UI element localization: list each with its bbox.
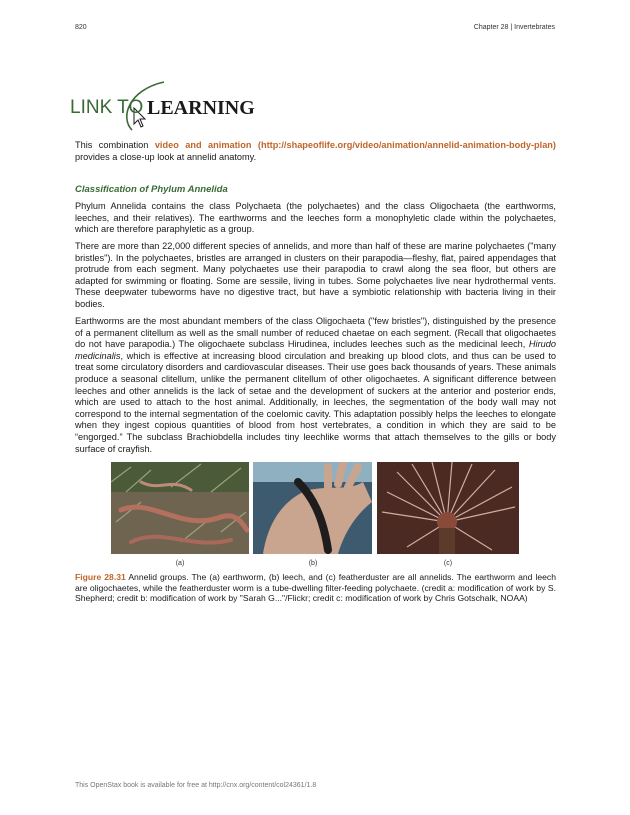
page-number: 820: [75, 24, 87, 31]
link-to-learning-logo: [68, 80, 255, 132]
paragraph-3-text: Earthworms are the most abundant members of the class Oligochaeta ("few bristles"), distinguished by the presence of a permanent clitellum as well as the small number of reduced chaetae on each segment. (Recall that oligochaetes do not have parapodia.) The oligochaete subclass Hirudinea, includes leeches such as the medicinal leech,: [75, 316, 556, 350]
figure-number: Figure 28.31: [75, 572, 126, 582]
intro-paragraph: [75, 140, 556, 163]
figure-label-c: (c): [443, 560, 453, 567]
figure-label-a: (a): [175, 560, 185, 567]
paragraph-3-text-cont: , which is effective at increasing blood circulation and breaking up blood clots, and thus can be used to treat some circulatory disorders and cardiovascular diseases. Their use goes back thousands of years. These animals produce a seasonal clitellum, unlike the permanent clitellum of other oligochaetes. A significant difference between leeches and other annelids is the lack of setae and the development of suckers at the anterior and posterior ends, which are used to attach to the host animal. Additionally, in leeches, the segmentation of the body wall may not correspond to the internal segmentation of the coelomic cavity. This adaptation possibly helps the leeches to elongate when they ingest copious quantities of blood from host vertebrates, a condition in which they are said to be “engorged.” The subclass Brachiobdella includes tiny leechlike worms that attach themselves to the gills or body surface of crayfish.: [75, 350, 556, 454]
featherduster-photo: [377, 462, 519, 554]
paragraph-2: There are more than 22,000 different species of annelids, and more than half of these are marine polychaetes ("many bristles"). In the polychaetes, bristles are arranged in clusters on their parapodia—fleshy, flat, paired appendages that protrude from each segment. Many polychaetes use their parapodia to crawl along the sea floor, but others are adapted for swimming or floating. Some are sessile, living in tubes. Some polychaetes live near hydrothermal vents. These deepwater tubeworms have no digestive tract, but have a symbiotic relationship with bacteria living in their bodies.: [75, 241, 556, 309]
figure-caption: [75, 572, 556, 604]
link-to-text: LINK TO: [70, 97, 144, 118]
species-name: Hirudo medicinalis: [75, 339, 556, 361]
earthworm-photo: [111, 462, 249, 554]
intro-text-before: This combination: [75, 140, 155, 150]
intro-text-after: provides a close-up look at annelid anatomy.: [75, 151, 257, 162]
paragraph-3: [75, 316, 556, 455]
section-title: Classification of Phylum Annelida: [75, 184, 228, 195]
video-animation-link[interactable]: video and animation (http://shapeoflife.org/video/animation/annelid-animation-body-plan): [154, 140, 556, 150]
paragraph-1: Phylum Annelida contains the class Polychaeta (the polychaetes) and the class Oligochaeta (the earthworms, leeches, and their relatives). The earthworms and the leeches form a monophyletic clade within the polychaetes, which are therefore paraphyletic as a group.: [75, 201, 556, 235]
leech-photo: [253, 462, 372, 554]
figure-label-b: (b): [308, 560, 318, 567]
learning-text: LEARNING: [147, 97, 255, 119]
footer-text: This OpenStax book is available for free at http://cnx.org/content/col24361/1.8: [75, 782, 317, 789]
figure-caption-text: Annelid groups. The (a) earthworm, (b) leech, and (c) featherduster are all annelids. The earthworm and leech are oligochaetes, while the featherduster worm is a tube-dwelling filter-feeding polychaete. (credit a: modification of work by S. Shepherd; credit b: modification of work by "Sarah G..."/Flickr; credit c: modification of work by Chris Gotschalk, NOAA): [75, 572, 556, 604]
chapter-header: Chapter 28 | Invertebrates: [473, 24, 555, 31]
